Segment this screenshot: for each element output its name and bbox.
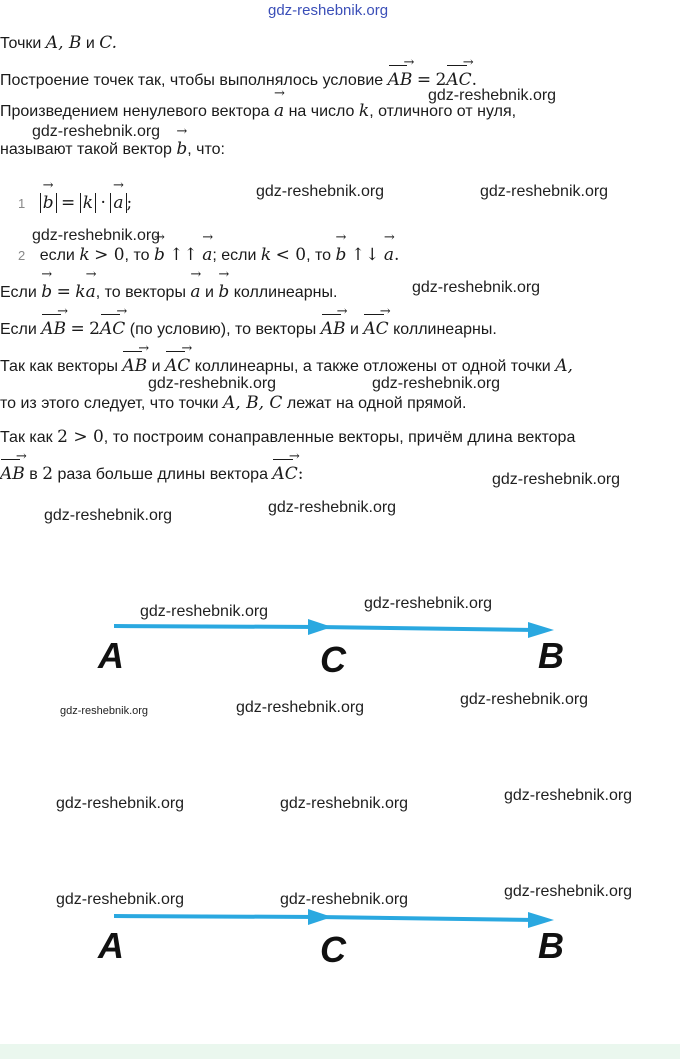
def2a: называют такой вектор (0, 141, 172, 158)
vec-a: → a (274, 101, 284, 121)
since1b: и (151, 358, 161, 375)
since1c: коллинеарны, а также отложены от одной точки (194, 358, 551, 375)
item-number: 2 (18, 248, 26, 263)
watermark: gdz-reshebnik.org (492, 471, 621, 488)
text-line-points (0, 33, 117, 54)
if-word: Если (0, 321, 37, 338)
def2b: , что: (187, 141, 225, 158)
abs-vec-a: → a (110, 193, 126, 213)
text-line-construction: Построение точек так, чтобы выполнялось условие → AB = 2→ AC. (0, 70, 477, 91)
item2-semicolon-if: ; если (212, 247, 257, 264)
point-label-a: A (98, 635, 124, 676)
text-line-since4: → AB в 2 раза больше длины вектора → AC: (0, 464, 303, 485)
def1c: , отличного от нуля, (369, 103, 517, 120)
if-b-ka-3: коллинеарны. (233, 284, 338, 301)
vec-b: → b (336, 245, 347, 265)
watermark: gdz-reshebnik.org (32, 123, 161, 140)
abs-vec-b: → b (40, 193, 57, 213)
coef-two: 2 (435, 70, 447, 90)
k-lt-0: k (260, 245, 272, 265)
since2a: то из этого следует, что точки (0, 395, 219, 412)
item-number: 1 (18, 196, 26, 211)
var-k: k (358, 101, 370, 121)
watermark: gdz-reshebnik.org (428, 87, 557, 104)
and-word: и (349, 321, 359, 338)
item2-then1: , то (124, 247, 150, 264)
points-prefix: Точки (0, 35, 42, 52)
vec-ab: → AB (41, 319, 66, 339)
since1a: Так как векторы (0, 358, 118, 375)
vec-b: → b (41, 282, 52, 302)
watermark: gdz-reshebnik.org (504, 787, 633, 804)
points-c: C. (99, 33, 118, 53)
codirected: ↑↑ (169, 245, 198, 265)
vec-a: → a (86, 282, 96, 302)
point-label-c: C (320, 639, 346, 680)
watermark: gdz-reshebnik.org (56, 891, 185, 908)
abs-k: k (80, 193, 96, 213)
watermark: gdz-reshebnik.org (480, 183, 609, 200)
watermark: gdz-reshebnik.org (412, 279, 541, 296)
since3a: Так как (0, 429, 53, 446)
vec-ab: → AB (321, 319, 346, 339)
vec-a: → a (190, 282, 200, 302)
list-item-1: 1 → b = k · → a ; (18, 193, 132, 214)
def1a: Произведением ненулевого вектора (0, 103, 270, 120)
point-label-b: B (538, 925, 564, 966)
watermark: gdz-reshebnik.org (44, 507, 173, 524)
and-word: и (205, 284, 214, 301)
point-label-a: A (98, 925, 124, 966)
watermark: gdz-reshebnik.org (364, 595, 493, 612)
text-line-if-b-ka: Если → b = k→ a, то векторы → a и → b коллинеарны. (0, 282, 337, 303)
watermark: gdz-reshebnik.org (268, 499, 397, 516)
watermark: gdz-reshebnik.org (60, 705, 149, 717)
vec-ab: → AB (122, 356, 147, 376)
construction-text: Построение точек так, чтобы выполнялось условие (0, 72, 384, 89)
since2b: лежат на одной прямой. (286, 395, 467, 412)
since4-two: 2 (42, 464, 54, 484)
vec-ac: → AC (446, 70, 471, 90)
watermark: gdz-reshebnik.org (280, 891, 409, 908)
arrow-cb-line (318, 627, 536, 630)
point-label-c: C (320, 929, 346, 970)
vec-ac: → AC (100, 319, 125, 339)
if-word: Если (0, 284, 37, 301)
text-line-since2 (0, 393, 466, 414)
since4a: в (29, 466, 38, 483)
def1b: на число (288, 103, 355, 120)
since3b: , то построим сонаправленные векторы, причём длина вектора (103, 429, 576, 446)
watermark: gdz-reshebnik.org (140, 603, 269, 620)
points-and: и (85, 35, 95, 52)
watermark: gdz-reshebnik.org (280, 795, 409, 812)
points-math: A, B (45, 33, 82, 53)
text-line-since1 (0, 356, 573, 377)
k-gt-0: k (79, 245, 90, 265)
vec-ac: → AC (363, 319, 388, 339)
vec-a: → a (202, 245, 212, 265)
watermark: gdz-reshebnik.org (236, 699, 365, 716)
watermark: gdz-reshebnik.org (56, 795, 185, 812)
watermark: gdz-reshebnik.org (256, 183, 385, 200)
vec-ab: → AB (0, 464, 25, 484)
list-item-2: 2 если k > 0, то → b ↑↑ → a; если k < 0, то → b ↑↓ → a. (18, 245, 399, 266)
if-b-ka-2: , то векторы (95, 284, 186, 301)
opposite: ↑↓ (350, 245, 380, 265)
watermark: gdz-reshebnik.org (32, 227, 161, 244)
watermark: gdz-reshebnik.org (460, 691, 589, 708)
item2-then2: , то (306, 247, 332, 264)
point-label-b: B (538, 635, 564, 676)
since1-pt: A, (555, 356, 573, 376)
vec-ac: → AC (272, 464, 297, 484)
since2-pts: A, B, C (223, 393, 283, 413)
vector-figure-1 (0, 605, 680, 695)
arrow-cb-line (318, 917, 536, 920)
bottom-strip (0, 1044, 680, 1059)
equals: = (416, 70, 432, 90)
vec-b: → b (154, 245, 165, 265)
vec-b: → b (218, 282, 229, 302)
text-line-if-ab: Если → AB = 2→ AC (по условию), то векторы → AB и → AC коллинеарны. (0, 319, 497, 340)
if-ab-2: (по условию), то векторы (129, 321, 317, 338)
watermark: gdz-reshebnik.org (504, 883, 633, 900)
arrow-ac-line (114, 626, 318, 627)
vec-ab: → AB (388, 70, 413, 90)
watermark: gdz-reshebnik.org (148, 375, 277, 392)
text-line-since3 (0, 427, 575, 448)
vec-b: → b (176, 139, 187, 159)
watermark: gdz-reshebnik.org (372, 375, 501, 392)
arrow-ac-line (114, 916, 318, 917)
if-ab-3: коллинеарны. (393, 321, 497, 338)
since4b: раза больше длины вектора (57, 466, 268, 483)
since3-math: 2 > 0 (57, 427, 104, 447)
text-line-def2 (0, 139, 225, 160)
vec-ac: → AC (165, 356, 190, 376)
item2-if: если (39, 247, 75, 264)
watermark-top: gdz-reshebnik.org (268, 2, 389, 19)
vec-a: → a (384, 245, 394, 265)
